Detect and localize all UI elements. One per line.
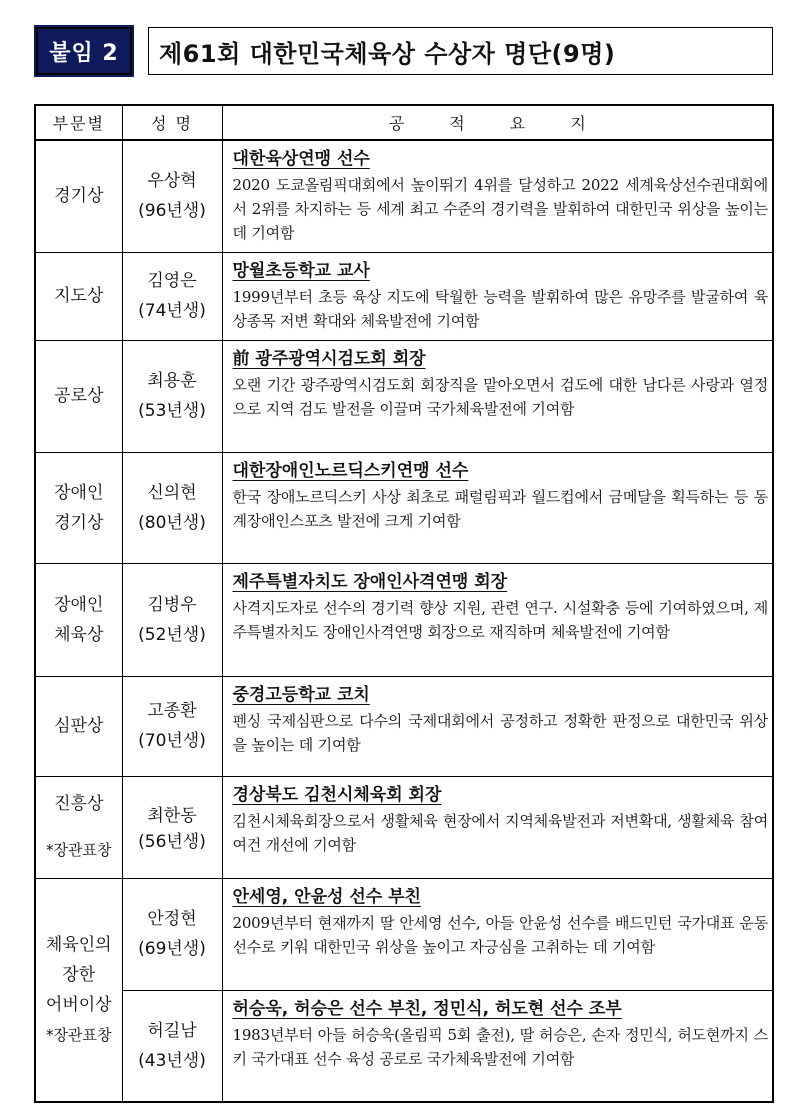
award-category: 공로상 (35, 340, 122, 452)
merit-summary (222, 340, 773, 452)
merit-text: 1999년부터 초등 육상 지도에 탁월한 능력을 발휘하여 많은 유망주를 발굴하여 육상종목 저변 확대와 체육발전에 기여함 (232, 287, 768, 330)
merit-text: 한국 장애노르딕스키 사상 최초로 패럴림픽과 월드컵에서 금메달을 획득하는 등 동계장애인스포츠 발전에 크게 기여함 (232, 487, 768, 530)
awardee-birth: (53년생) (138, 401, 206, 421)
column-header-merit: 공 적 요 지 (222, 105, 773, 140)
awardee-birth: (52년생) (138, 624, 206, 645)
awardee-affiliation: 대한장애인노르딕스키연맹 선수 (232, 460, 469, 481)
awardee-affiliation: 前 광주광역시검도회 회장 (232, 348, 426, 369)
table-row (35, 676, 773, 776)
table-row (35, 563, 773, 676)
awardee-name: 허길남 (147, 1020, 197, 1041)
awardees-table (34, 104, 774, 1103)
award-note: *장관표창 (46, 841, 112, 859)
awardee-name-cell (122, 676, 222, 776)
awardee-birth: (74년생) (138, 301, 206, 321)
awardee-birth: (70년생) (138, 731, 206, 751)
awardee-birth: (56년생) (138, 832, 206, 852)
award-category: 진흥상 *장관표창 (35, 776, 122, 878)
awardee-name: 최용훈 (147, 371, 197, 391)
merit-summary (222, 676, 773, 776)
awardee-name-cell (122, 990, 222, 1102)
award-category: 장애인 경기상 (35, 452, 122, 563)
award-category: 장애인 체육상 (35, 563, 122, 676)
table-row (35, 140, 773, 252)
awardee-name-cell (122, 140, 222, 252)
awardee-name: 고종환 (147, 701, 197, 721)
table-row (35, 776, 773, 878)
merit-text: 사격지도자로 선수의 경기력 향상 지원, 관련 연구. 시설확충 등에 기여하였으며, 제주특별자치도 장애인사격연맹 회장으로 재직하며 체육발전에 기여함 (232, 598, 768, 641)
awardee-name: 우상혁 (147, 171, 197, 192)
awardee-affiliation: 제주특별자치도 장애인사격연맹 회장 (232, 571, 508, 592)
merit-text: 오랜 기간 광주광역시검도회 회장직을 맡아오면서 검도에 대한 남다른 사랑과 열정으로 지역 검도 발전을 이끌며 국가체육발전에 기여함 (232, 375, 768, 418)
awardee-affiliation: 망월초등학교 교사 (232, 260, 370, 281)
awardee-name-cell (122, 340, 222, 452)
merit-text: 2020 도쿄올림픽대회에서 높이뛰기 4위를 달성하고 2022 세계육상선수권대회에서 2위를 차지하는 등 세계 최고 수준의 경기력을 발휘하여 대한민국 위상을 높이는 데 기여함 (232, 176, 768, 242)
merit-summary (222, 776, 773, 878)
table-row (35, 452, 773, 563)
award-category: 지도상 (35, 252, 122, 340)
award-category: 체육인의 장한 어버이상 *장관표창 (35, 878, 122, 1102)
awardee-name-cell (122, 776, 222, 878)
merit-summary (222, 452, 773, 563)
awardee-birth: (69년생) (138, 939, 206, 959)
merit-summary (222, 878, 773, 990)
merit-text: 1983년부터 아들 허승욱(올림픽 5회 출전), 딸 허승은, 손자 정민식, 허도현까지 스키 국가대표 선수 육성 공로로 국가체육발전에 기여함 (232, 1025, 768, 1068)
merit-summary (222, 563, 773, 676)
awardee-affiliation: 경상북도 김천시체육회 회장 (232, 784, 442, 805)
merit-text: 김천시체육회장으로서 생활체육 현장에서 지역체육발전과 저변확대, 생활체육 참여 여건 개선에 기여함 (232, 811, 768, 854)
awardee-name-cell (122, 878, 222, 990)
table-header-row (35, 105, 773, 140)
document-title: 제61회 대한민국체육상 수상자 명단(9명) (148, 27, 773, 75)
awardee-name-cell (122, 252, 222, 340)
table-row (35, 252, 773, 340)
awardee-name: 김병우 (147, 594, 197, 615)
table-row (35, 878, 773, 990)
merit-text: 2009년부터 현재까지 딸 안세영 선수, 아들 안윤성 선수를 배드민턴 국가대표 운동선수로 키워 대한민국 위상을 높이고 자긍심을 고취하는 데 기여함 (232, 913, 768, 956)
table-row (35, 990, 773, 1102)
merit-summary (222, 140, 773, 252)
awardee-name: 안정현 (147, 909, 197, 929)
merit-summary (222, 252, 773, 340)
merit-summary (222, 990, 773, 1102)
table-row (35, 340, 773, 452)
attachment-badge: 붙임 2 (36, 27, 132, 75)
awardee-affiliation: 중경고등학교 코치 (232, 684, 370, 705)
merit-text: 펜싱 국제심판으로 다수의 국제대회에서 공정하고 정확한 판정으로 대한민국 위상을 높이는 데 기여함 (232, 711, 768, 754)
award-category: 경기상 (35, 140, 122, 252)
awardee-birth: (43년생) (138, 1050, 206, 1071)
column-header-category: 부문별 (35, 105, 122, 140)
document-header (36, 27, 773, 77)
award-note: *장관표창 (46, 1025, 112, 1044)
award-category: 심판상 (35, 676, 122, 776)
awardee-name-cell (122, 452, 222, 563)
awardee-affiliation: 안세영, 안윤성 선수 부친 (232, 886, 421, 907)
awardee-affiliation: 대한육상연맹 선수 (232, 149, 370, 169)
awardee-name: 최한동 (147, 806, 197, 826)
awardee-name: 김영은 (147, 271, 197, 291)
awardee-name: 신의현 (147, 482, 197, 503)
column-header-name: 성 명 (122, 105, 222, 140)
awardee-birth: (96년생) (138, 201, 206, 222)
awardee-name-cell (122, 563, 222, 676)
awardee-birth: (80년생) (138, 512, 206, 533)
awardee-affiliation: 허승욱, 허승은 선수 부친, 정민식, 허도현 선수 조부 (232, 998, 622, 1019)
